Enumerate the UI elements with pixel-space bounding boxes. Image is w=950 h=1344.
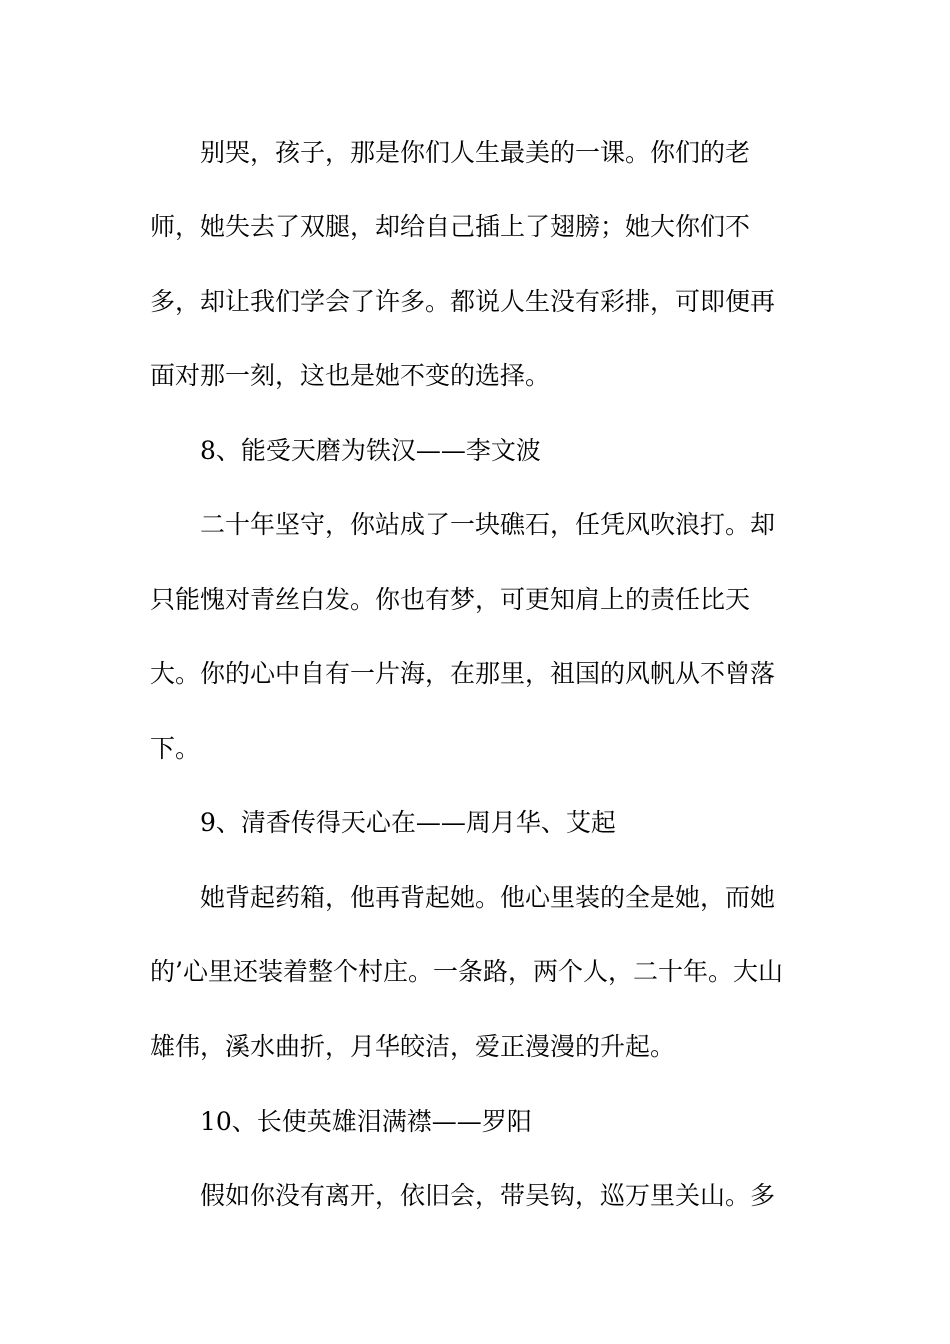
paragraph-line: 雄伟，溪水曲折，月华皎洁，爱正漫漫的升起。 [150, 1032, 676, 1061]
paragraph-line: 只能愧对青丝白发。你也有梦，可更知肩上的责任比天 [150, 585, 751, 614]
paragraph-line: 假如你没有离开，依旧会，带吴钩，巡万里关山。多 [150, 1181, 776, 1210]
section-heading: 9、清香传得天心在——周月华、艾起 [150, 808, 616, 837]
section-heading: 8、能受天磨为铁汉——李文波 [150, 436, 541, 465]
paragraph-line: 二十年坚守，你站成了一块礁石，任凭风吹浪打。却 [150, 510, 776, 539]
paragraph-line: 大。你的心中自有一片海，在那里，祖国的风帆从不曾落 [150, 659, 776, 688]
paragraph-line: 师，她失去了双腿，却给自己插上了翅膀；她大你们不 [150, 212, 751, 241]
paragraph-line: 下。 [150, 734, 201, 763]
section-heading: 10、长使英雄泪满襟——罗阳 [150, 1107, 532, 1136]
paragraph-line: 多，却让我们学会了许多。都说人生没有彩排，可即便再 [150, 287, 776, 316]
paragraph-line: 的’心里还装着整个村庄。一条路，两个人，二十年。大山 [150, 957, 783, 986]
paragraph-line: 别哭，孩子，那是你们人生最美的一课。你们的老 [150, 138, 751, 167]
paragraph-line: 面对那一刻，这也是她不变的选择。 [150, 361, 551, 390]
paragraph-line: 她背起药箱，他再背起她。他心里装的全是她，而她 [150, 883, 776, 912]
